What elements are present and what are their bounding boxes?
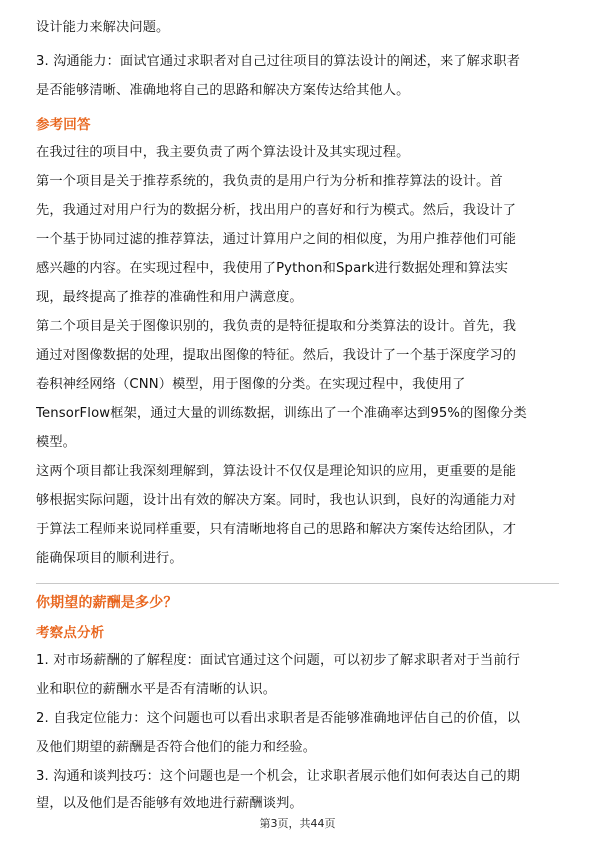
answer-line: 现，最终提高了推荐的准确性和用户满意度。 xyxy=(36,290,303,305)
answer-line: 于算法工程师来说同样重要，只有清晰地将自己的思路和解决方案传达给团队，才 xyxy=(36,522,517,537)
answer-line: 先，我通过对用户行为的数据分析，找出用户的喜好和行为模式。然后，我设计了 xyxy=(36,203,517,218)
answer-line: 第二个项目是关于图像识别的，我负责的是特征提取和分类算法的设计。首先，我 xyxy=(36,319,517,334)
analysis-heading: 考察点分析 xyxy=(36,625,105,641)
answer-line: TensorFlow框架，通过大量的训练数据，训练出了一个准确率达到95%的图像分类 xyxy=(36,406,527,421)
answer-line: 一个基于协同过滤的推荐算法，通过计算用户之间的相似度，为用户推荐他们可能 xyxy=(36,232,517,247)
analysis-line: 2. 自我定位能力：这个问题也可以看出求职者是否能够准确地评估自己的价值，以 xyxy=(36,711,521,726)
intro-line: 是否能够清晰、准确地将自己的思路和解决方案传达给其他人。 xyxy=(36,83,410,98)
analysis-line: 3. 沟通和谈判技巧：这个问题也是一个机会，让求职者展示他们如何表达自己的期 xyxy=(36,769,521,784)
analysis-line: 望，以及他们是否能够有效地进行薪酬谈判。 xyxy=(36,796,303,811)
intro-line: 3. 沟通能力：面试官通过求职者对自己过往项目的算法设计的阐述，来了解求职者 xyxy=(36,54,521,69)
answer-line: 这两个项目都让我深刻理解到，算法设计不仅仅是理论知识的应用，更重要的是能 xyxy=(36,464,517,479)
section-divider xyxy=(36,583,559,584)
answer-heading: 参考回答 xyxy=(36,117,91,133)
answer-line: 在我过往的项目中，我主要负责了两个算法设计及其实现过程。 xyxy=(36,145,410,160)
answer-line: 通过对图像数据的处理，提取出图像的特征。然后，我设计了一个基于深度学习的 xyxy=(36,348,517,363)
page-number: 第3页，共44页 xyxy=(259,817,336,830)
answer-line: 够根据实际问题，设计出有效的解决方案。同时，我也认识到，良好的沟通能力对 xyxy=(36,493,517,508)
answer-line: 能确保项目的顺利进行。 xyxy=(36,551,183,566)
answer-line: 感兴趣的内容。在实现过程中，我使用了Python和Spark进行数据处理和算法实 xyxy=(36,261,509,276)
analysis-line: 业和职位的薪酬水平是否有清晰的认识。 xyxy=(36,682,277,697)
answer-line: 模型。 xyxy=(36,435,77,450)
analysis-line: 1. 对市场薪酬的了解程度：面试官通过这个问题，可以初步了解求职者对于当前行 xyxy=(36,653,521,668)
analysis-line: 及他们期望的薪酬是否符合他们的能力和经验。 xyxy=(36,740,317,755)
answer-line: 卷积神经网络（CNN）模型，用于图像的分类。在实现过程中，我使用了 xyxy=(36,377,466,392)
question-title: 你期望的薪酬是多少？ xyxy=(36,595,178,611)
answer-line: 第一个项目是关于推荐系统的，我负责的是用户行为分析和推荐算法的设计。首 xyxy=(36,174,503,189)
intro-line: 设计能力来解决问题。 xyxy=(36,20,170,35)
